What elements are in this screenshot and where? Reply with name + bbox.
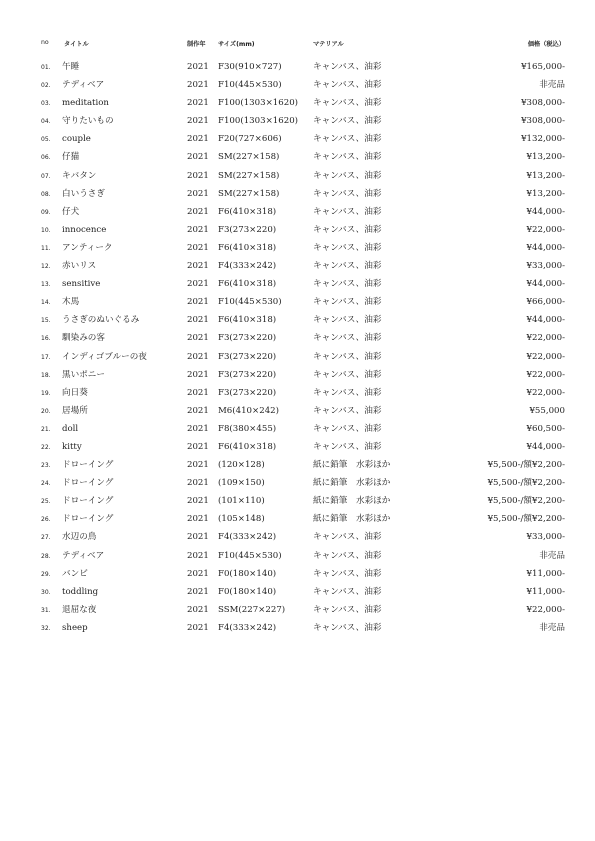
cell-size: F3(273×220) (218, 387, 277, 398)
cell-no: 01. (41, 64, 51, 71)
cell-price: ¥308,000- (521, 98, 565, 109)
cell-size: SSM(227×227) (218, 604, 286, 615)
cell-material: キャンバス、油彩 (313, 170, 382, 181)
cell-material: キャンバス、油彩 (313, 152, 382, 163)
table-row (0, 97, 595, 115)
cell-material: 紙に鉛筆 水彩ほか (313, 478, 391, 489)
cell-title: ドローイング (62, 460, 114, 471)
table-row (0, 441, 595, 459)
table-row (0, 242, 595, 260)
cell-no: 17. (41, 353, 51, 361)
cell-price: ¥60,500- (526, 423, 565, 434)
artwork-list (0, 61, 595, 640)
cell-title: 守りたいもの (62, 116, 114, 127)
cell-year: 2021 (187, 188, 209, 199)
cell-title: innocence (62, 224, 107, 235)
cell-no: 20. (41, 407, 51, 415)
cell-year: 2021 (187, 622, 209, 633)
cell-year: 2021 (187, 351, 209, 362)
cell-year: 2021 (187, 62, 209, 72)
cell-material: キャンバス、油彩 (313, 297, 382, 308)
cell-price: 非売品 (539, 550, 565, 561)
cell-price: ¥13,200- (526, 152, 565, 163)
cell-material: キャンバス、油彩 (313, 333, 382, 344)
cell-material: キャンバス、油彩 (313, 622, 382, 633)
cell-material: キャンバス、油彩 (313, 405, 382, 416)
table-row (0, 423, 595, 441)
cell-price: ¥5,500-/額¥2,200- (487, 514, 565, 525)
table-row (0, 531, 595, 549)
cell-no: 26. (41, 516, 51, 524)
cell-title: couple (62, 134, 91, 145)
cell-material: キャンバス、油彩 (313, 550, 382, 561)
cell-title: 赤いリス (62, 261, 97, 272)
cell-title: うさぎのぬいぐるみ (62, 315, 140, 326)
cell-year: 2021 (187, 532, 209, 543)
cell-year: 2021 (187, 586, 209, 597)
cell-price: ¥22,000- (526, 604, 565, 615)
cell-price: ¥11,000- (526, 568, 565, 579)
table-row (0, 550, 595, 568)
cell-title: 白いうさぎ (62, 188, 105, 199)
cell-year: 2021 (187, 441, 209, 452)
table-row (0, 351, 595, 369)
cell-no: 24. (41, 480, 51, 488)
cell-price: ¥132,000- (521, 134, 565, 145)
cell-title: ドローイング (62, 478, 114, 489)
table-row (0, 495, 595, 513)
cell-price: ¥44,000- (526, 441, 565, 452)
cell-year: 2021 (187, 152, 209, 163)
cell-no: 03. (41, 100, 51, 108)
cell-title: バンビ (62, 568, 88, 579)
cell-title: キバタン (62, 170, 97, 181)
cell-no: 14. (41, 299, 51, 307)
cell-price: ¥22,000- (526, 387, 565, 398)
cell-no: 11. (41, 244, 51, 252)
cell-year: 2021 (187, 387, 209, 398)
cell-title: 仔犬 (62, 206, 80, 217)
cell-size: F6(410×318) (218, 279, 277, 290)
cell-no: 15. (41, 317, 51, 325)
cell-no: 29. (41, 570, 51, 578)
cell-no: 12. (41, 263, 51, 271)
cell-size: F3(273×220) (218, 333, 277, 344)
cell-title: インディゴブルーの夜 (62, 351, 147, 362)
cell-size: SM(227×158) (218, 188, 280, 199)
cell-no: 08. (41, 190, 51, 198)
cell-year: 2021 (187, 279, 209, 290)
cell-title: 仔猫 (62, 152, 80, 163)
cell-year: 2021 (187, 550, 209, 561)
cell-price: ¥13,200- (526, 188, 565, 199)
cell-year: 2021 (187, 405, 209, 416)
header-price: 価格（税込） (527, 41, 565, 48)
cell-year: 2021 (187, 604, 209, 615)
cell-size: SM(227×158) (218, 152, 280, 163)
cell-no: 19. (41, 389, 51, 397)
cell-size: (120×128) (218, 460, 265, 471)
cell-title: 木馬 (62, 297, 80, 308)
cell-material: キャンバス、油彩 (313, 261, 382, 272)
cell-material: キャンバス、油彩 (313, 568, 382, 579)
cell-title: toddling (62, 586, 99, 597)
header-size: サイズ(mm) (218, 41, 255, 48)
cell-size: F3(273×220) (218, 351, 277, 362)
cell-size: F8(380×455) (218, 423, 277, 434)
cell-material: キャンバス、油彩 (313, 532, 382, 543)
table-row (0, 314, 595, 332)
cell-price: ¥165,000- (521, 62, 565, 72)
header-title: タイトル (64, 41, 89, 48)
cell-no: 27. (41, 534, 51, 542)
cell-price: ¥5,500-/額¥2,200- (487, 478, 565, 489)
cell-year: 2021 (187, 423, 209, 434)
cell-material: キャンバス、油彩 (313, 242, 382, 253)
cell-no: 32. (41, 624, 51, 632)
cell-material: キャンバス、油彩 (313, 441, 382, 452)
cell-material: 紙に鉛筆 水彩ほか (313, 460, 391, 471)
cell-material: キャンバス、油彩 (313, 224, 382, 235)
cell-price: ¥22,000- (526, 351, 565, 362)
cell-title: meditation (62, 98, 109, 109)
cell-no: 02. (41, 82, 51, 90)
cell-title: アンティーク (62, 242, 113, 253)
cell-price: ¥55,000 (529, 405, 565, 416)
cell-no: 18. (41, 371, 51, 379)
cell-material: キャンバス、油彩 (313, 98, 382, 109)
cell-material: キャンバス、油彩 (313, 188, 382, 199)
cell-size: F6(410×318) (218, 206, 277, 217)
cell-title: テディベア (62, 550, 105, 561)
cell-year: 2021 (187, 242, 209, 253)
cell-no: 31. (41, 606, 51, 614)
cell-no: 21. (41, 425, 51, 433)
table-row (0, 568, 595, 586)
cell-no: 04. (41, 118, 51, 126)
table-row (0, 206, 595, 224)
cell-material: キャンバス、油彩 (313, 80, 382, 91)
cell-size: F0(180×140) (218, 568, 277, 579)
cell-title: 水辺の鳥 (62, 532, 97, 543)
cell-year: 2021 (187, 224, 209, 235)
cell-size: F30(910×727) (218, 62, 282, 72)
cell-material: キャンバス、油彩 (313, 387, 382, 398)
cell-price: ¥44,000- (526, 279, 565, 290)
table-row (0, 188, 595, 206)
cell-title: 向日葵 (62, 387, 88, 398)
cell-size: F4(333×242) (218, 622, 277, 633)
table-row (0, 513, 595, 531)
cell-size: F6(410×318) (218, 315, 277, 326)
cell-no: 05. (41, 136, 51, 144)
cell-size: F4(333×242) (218, 261, 277, 272)
table-row (0, 61, 595, 79)
cell-size: F6(410×318) (218, 441, 277, 452)
cell-year: 2021 (187, 369, 209, 380)
table-row (0, 405, 595, 423)
cell-size: F10(445×530) (218, 80, 282, 91)
cell-no: 16. (41, 335, 51, 343)
cell-size: F100(1303×1620) (218, 116, 299, 127)
table-row (0, 459, 595, 477)
header-year: 制作年 (187, 41, 206, 48)
cell-title: ドローイング (62, 496, 114, 507)
cell-material: キャンバス、油彩 (313, 206, 382, 217)
table-header (0, 39, 595, 53)
cell-year: 2021 (187, 206, 209, 217)
cell-no: 28. (41, 552, 51, 560)
cell-title: 居場所 (62, 405, 88, 416)
table-row (0, 260, 595, 278)
cell-no: 22. (41, 443, 51, 451)
cell-no: 09. (41, 208, 51, 216)
cell-no: 23. (41, 462, 51, 470)
cell-year: 2021 (187, 116, 209, 127)
cell-material: キャンバス、油彩 (313, 351, 382, 362)
cell-title: sheep (62, 622, 88, 633)
cell-title: 馴染みの客 (62, 333, 105, 344)
cell-no: 07. (41, 172, 51, 180)
cell-size: M6(410×242) (218, 405, 279, 416)
cell-material: キャンバス、油彩 (313, 315, 382, 326)
cell-price: ¥5,500-/額¥2,200- (487, 460, 565, 471)
cell-material: キャンバス、油彩 (313, 423, 382, 434)
cell-price: ¥44,000- (526, 242, 565, 253)
cell-size: F100(1303×1620) (218, 98, 299, 109)
cell-size: F3(273×220) (218, 224, 277, 235)
cell-material: キャンバス、油彩 (313, 586, 382, 597)
cell-price: 非売品 (539, 622, 565, 633)
table-row (0, 296, 595, 314)
cell-material: キャンバス、油彩 (313, 369, 382, 380)
table-row (0, 278, 595, 296)
cell-year: 2021 (187, 98, 209, 109)
table-row (0, 170, 595, 188)
cell-material: キャンバス、油彩 (313, 62, 382, 72)
cell-price: ¥66,000- (526, 297, 565, 308)
cell-material: キャンバス、油彩 (313, 134, 382, 145)
cell-title: 黒いポニー (62, 369, 105, 380)
cell-material: 紙に鉛筆 水彩ほか (313, 496, 391, 507)
cell-no: 25. (41, 498, 51, 506)
table-row (0, 79, 595, 97)
cell-year: 2021 (187, 478, 209, 489)
cell-year: 2021 (187, 568, 209, 579)
table-row (0, 151, 595, 169)
cell-size: (109×150) (218, 478, 265, 489)
cell-year: 2021 (187, 333, 209, 344)
table-row (0, 115, 595, 133)
cell-size: (101×110) (218, 496, 265, 507)
cell-price: ¥33,000- (526, 532, 565, 543)
cell-title: doll (62, 423, 79, 434)
cell-title: 退屈な夜 (62, 604, 97, 615)
cell-size: F10(445×530) (218, 550, 282, 561)
cell-no: 13. (41, 281, 51, 289)
cell-size: SM(227×158) (218, 170, 280, 181)
cell-title: テディベア (62, 80, 105, 91)
cell-size: F20(727×606) (218, 134, 282, 145)
table-row (0, 586, 595, 604)
cell-price: ¥308,000- (521, 116, 565, 127)
cell-no: 06. (41, 154, 51, 162)
cell-price: ¥22,000- (526, 333, 565, 344)
cell-size: F4(333×242) (218, 532, 277, 543)
cell-price: ¥44,000- (526, 315, 565, 326)
cell-year: 2021 (187, 514, 209, 525)
table-row (0, 477, 595, 495)
table-row (0, 387, 595, 405)
cell-title: ドローイング (62, 514, 114, 525)
table-row (0, 604, 595, 622)
cell-material: キャンバス、油彩 (313, 279, 382, 290)
cell-year: 2021 (187, 297, 209, 308)
cell-size: (105×148) (218, 514, 265, 525)
cell-year: 2021 (187, 460, 209, 471)
cell-no: 30. (41, 588, 51, 596)
cell-price: ¥33,000- (526, 261, 565, 272)
cell-price: ¥13,200- (526, 170, 565, 181)
table-row (0, 622, 595, 640)
header-material: マテリアル (313, 41, 344, 48)
cell-size: F0(180×140) (218, 586, 277, 597)
cell-material: 紙に鉛筆 水彩ほか (313, 514, 391, 525)
cell-material: キャンバス、油彩 (313, 604, 382, 615)
cell-size: F3(273×220) (218, 369, 277, 380)
cell-price: ¥22,000- (526, 369, 565, 380)
cell-year: 2021 (187, 170, 209, 181)
cell-title: 午睡 (62, 62, 80, 72)
header-no: no (41, 39, 49, 46)
cell-title: sensitive (62, 279, 101, 290)
table-row (0, 332, 595, 350)
cell-price: ¥11,000- (526, 586, 565, 597)
cell-no: 10. (41, 226, 51, 234)
cell-year: 2021 (187, 80, 209, 91)
table-row (0, 133, 595, 151)
cell-price: ¥22,000- (526, 224, 565, 235)
cell-year: 2021 (187, 315, 209, 326)
cell-price: 非売品 (539, 80, 565, 91)
cell-price: ¥5,500-/額¥2,200- (487, 496, 565, 507)
cell-size: F6(410×318) (218, 242, 277, 253)
table-row (0, 369, 595, 387)
cell-price: ¥44,000- (526, 206, 565, 217)
cell-size: F10(445×530) (218, 297, 282, 308)
cell-title: kitty (62, 441, 82, 452)
cell-material: キャンバス、油彩 (313, 116, 382, 127)
cell-year: 2021 (187, 261, 209, 272)
table-row (0, 224, 595, 242)
cell-year: 2021 (187, 496, 209, 507)
cell-year: 2021 (187, 134, 209, 145)
